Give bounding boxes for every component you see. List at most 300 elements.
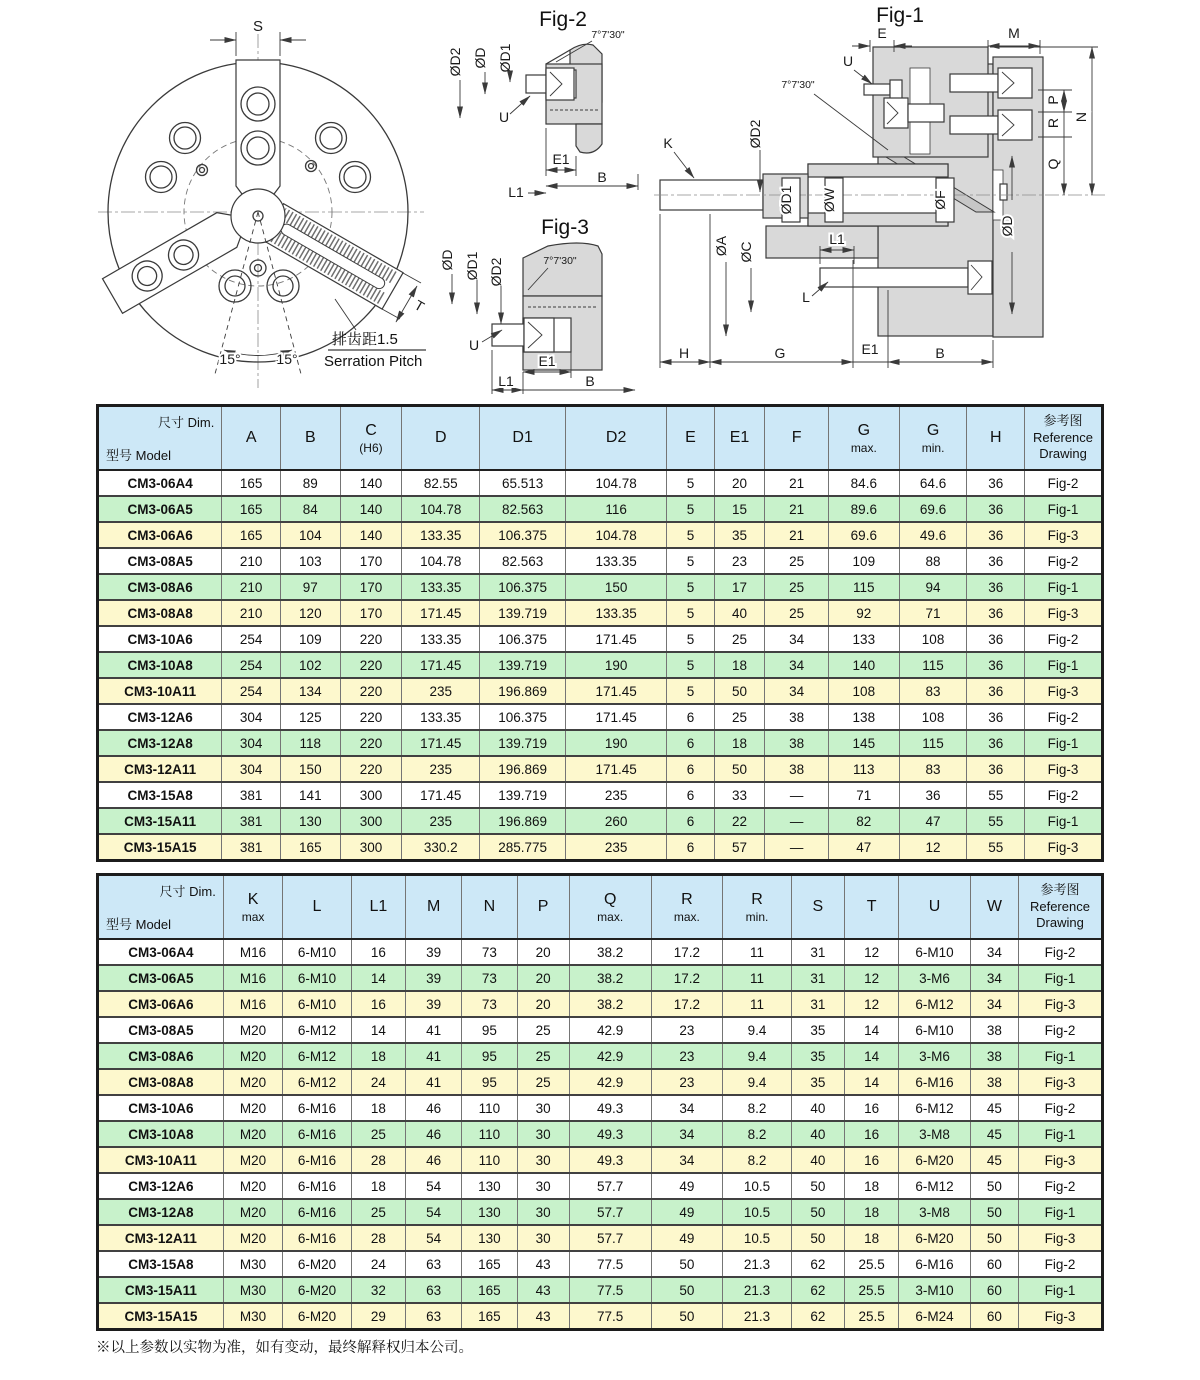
value-cell: 6-M12 — [283, 1069, 352, 1095]
value-cell: 42.9 — [569, 1017, 651, 1043]
value-cell: 36 — [967, 600, 1025, 626]
column-header: D — [402, 406, 480, 471]
value-cell: 31 — [791, 939, 844, 965]
value-cell: 12 — [899, 834, 967, 861]
value-cell: 95 — [462, 1069, 517, 1095]
table-row — [98, 1303, 1103, 1330]
value-cell: 138 — [828, 704, 899, 730]
value-cell: 38 — [970, 1043, 1018, 1069]
value-cell: 17 — [714, 574, 765, 600]
value-cell: 32 — [351, 1277, 405, 1303]
value-cell: — — [765, 782, 829, 808]
value-cell: 36 — [967, 756, 1025, 782]
table-row — [98, 600, 1103, 626]
value-cell: 36 — [967, 496, 1025, 522]
value-cell: 36 — [967, 522, 1025, 548]
value-cell: 50 — [651, 1277, 723, 1303]
value-cell: 57.7 — [569, 1173, 651, 1199]
value-cell: 30 — [517, 1225, 569, 1251]
value-cell: 57.7 — [569, 1225, 651, 1251]
value-cell: 3-M8 — [899, 1121, 971, 1147]
value-cell: 25 — [351, 1199, 405, 1225]
value-cell: 6-M20 — [899, 1147, 971, 1173]
value-cell: 14 — [351, 1017, 405, 1043]
value-cell: 120 — [281, 600, 341, 626]
value-cell: 8.2 — [723, 1121, 792, 1147]
value-cell: M30 — [223, 1303, 282, 1330]
value-cell: 45 — [970, 1121, 1018, 1147]
corner-dim-label: 尺寸 Dim. — [158, 415, 215, 430]
value-cell: 21 — [765, 496, 829, 522]
value-cell: 46 — [406, 1095, 462, 1121]
value-cell: 18 — [714, 652, 765, 678]
value-cell: 9.4 — [723, 1017, 792, 1043]
value-cell: 24 — [351, 1069, 405, 1095]
value-cell: 63 — [406, 1251, 462, 1277]
value-cell: 133.35 — [402, 704, 480, 730]
value-cell: 18 — [351, 1173, 405, 1199]
value-cell: 95 — [462, 1017, 517, 1043]
model-cell: CM3-12A11 — [98, 756, 222, 782]
fig3-label-l1: L1 — [498, 373, 514, 389]
value-cell: 254 — [222, 678, 281, 704]
model-cell: CM3-06A4 — [98, 470, 222, 496]
fig1-label-u: U — [842, 53, 854, 69]
value-cell: 57 — [714, 834, 765, 861]
value-cell: 5 — [667, 678, 715, 704]
column-header: L1 — [351, 875, 405, 940]
value-cell: 92 — [828, 600, 899, 626]
value-cell: Fig-2 — [1018, 1173, 1102, 1199]
value-cell: Fig-3 — [1025, 522, 1103, 548]
value-cell: 330.2 — [402, 834, 480, 861]
value-cell: 30 — [517, 1095, 569, 1121]
value-cell: 21 — [765, 470, 829, 496]
value-cell: 21.3 — [723, 1277, 792, 1303]
model-cell: CM3-08A6 — [98, 574, 222, 600]
model-cell: CM3-12A8 — [98, 730, 222, 756]
value-cell: 49 — [651, 1225, 723, 1251]
value-cell: 104.78 — [402, 496, 480, 522]
model-cell: CM3-08A8 — [98, 600, 222, 626]
value-cell: 170 — [340, 574, 402, 600]
value-cell: 102 — [281, 652, 341, 678]
value-cell: 60 — [970, 1251, 1018, 1277]
model-cell: CM3-15A15 — [98, 834, 222, 861]
serration-pitch-label — [324, 296, 428, 370]
value-cell: 29 — [351, 1303, 405, 1330]
value-cell: 113 — [828, 756, 899, 782]
value-cell: 21 — [765, 522, 829, 548]
value-cell: Fig-1 — [1025, 574, 1103, 600]
value-cell: 54 — [406, 1199, 462, 1225]
corner-header — [98, 406, 222, 471]
value-cell: 6-M12 — [283, 1043, 352, 1069]
value-cell: 25 — [765, 600, 829, 626]
value-cell: 165 — [222, 496, 281, 522]
value-cell: 130 — [462, 1199, 517, 1225]
table-row — [98, 1017, 1103, 1043]
value-cell: 25.5 — [844, 1251, 898, 1277]
value-cell: M20 — [223, 1095, 282, 1121]
value-cell: 71 — [828, 782, 899, 808]
value-cell: 220 — [340, 626, 402, 652]
value-cell: 130 — [281, 808, 341, 834]
value-cell: 3-M6 — [899, 965, 971, 991]
model-cell: CM3-15A11 — [98, 1277, 224, 1303]
value-cell: 38 — [970, 1069, 1018, 1095]
value-cell: 254 — [222, 652, 281, 678]
value-cell: 10.5 — [723, 1199, 792, 1225]
model-cell: CM3-12A6 — [98, 704, 222, 730]
fig2-label-e1: E1 — [552, 151, 570, 167]
column-header: F — [765, 406, 829, 471]
value-cell: 210 — [222, 600, 281, 626]
model-cell: CM3-15A11 — [98, 808, 222, 834]
value-cell: 25 — [714, 626, 765, 652]
value-cell: 14 — [351, 965, 405, 991]
value-cell: 25 — [765, 574, 829, 600]
value-cell: 50 — [791, 1225, 844, 1251]
value-cell: 140 — [828, 652, 899, 678]
table-row — [98, 678, 1103, 704]
column-header: M — [406, 875, 462, 940]
value-cell: 108 — [899, 626, 967, 652]
table-row — [98, 704, 1103, 730]
value-cell: 11 — [723, 991, 792, 1017]
value-cell: 21.3 — [723, 1303, 792, 1330]
fig2-label-d: ØD — [472, 47, 488, 69]
value-cell: 36 — [899, 782, 967, 808]
value-cell: 16 — [844, 1121, 898, 1147]
value-cell: 139.719 — [480, 782, 566, 808]
value-cell: Fig-2 — [1025, 470, 1103, 496]
value-cell: 6 — [667, 730, 715, 756]
value-cell: 24 — [351, 1251, 405, 1277]
value-cell: 6-M16 — [899, 1069, 971, 1095]
value-cell: 40 — [791, 1147, 844, 1173]
value-cell: Fig-3 — [1025, 834, 1103, 861]
value-cell: 17.2 — [651, 939, 723, 965]
value-cell: M30 — [223, 1251, 282, 1277]
value-cell: M20 — [223, 1173, 282, 1199]
value-cell: 97 — [281, 574, 341, 600]
value-cell: 60 — [970, 1277, 1018, 1303]
fig2-label-l1: L1 — [508, 184, 524, 200]
value-cell: 6-M16 — [283, 1225, 352, 1251]
column-header: Q max. — [569, 875, 651, 940]
corner-header — [98, 875, 224, 940]
column-header: U — [899, 875, 971, 940]
value-cell: 115 — [899, 652, 967, 678]
value-cell: 5 — [667, 600, 715, 626]
value-cell: 104.78 — [566, 470, 667, 496]
value-cell: 110 — [462, 1147, 517, 1173]
value-cell: Fig-3 — [1018, 991, 1102, 1017]
value-cell: 12 — [844, 939, 898, 965]
value-cell: Fig-1 — [1025, 730, 1103, 756]
value-cell: 47 — [828, 834, 899, 861]
value-cell: 88 — [899, 548, 967, 574]
table-row — [98, 1069, 1103, 1095]
value-cell: 40 — [791, 1121, 844, 1147]
value-cell: 6-M10 — [899, 1017, 971, 1043]
value-cell: 14 — [844, 1017, 898, 1043]
value-cell: 30 — [517, 1121, 569, 1147]
value-cell: 60 — [970, 1303, 1018, 1330]
chuck-front-view-drawing — [90, 4, 430, 394]
value-cell: 25 — [765, 548, 829, 574]
model-cell: CM3-08A5 — [98, 1017, 224, 1043]
value-cell: Fig-2 — [1025, 548, 1103, 574]
value-cell: 77.5 — [569, 1277, 651, 1303]
column-header: K max — [223, 875, 282, 940]
front-label-t: T — [411, 296, 428, 315]
column-header: P — [517, 875, 569, 940]
value-cell: 133.35 — [566, 600, 667, 626]
value-cell: Fig-3 — [1025, 600, 1103, 626]
value-cell: 165 — [462, 1251, 517, 1277]
fig3-label-angle: 7°7'30" — [543, 255, 577, 267]
value-cell: 41 — [406, 1069, 462, 1095]
model-cell: CM3-08A8 — [98, 1069, 224, 1095]
value-cell: 140 — [340, 522, 402, 548]
value-cell: 116 — [566, 496, 667, 522]
value-cell: 171.45 — [402, 652, 480, 678]
value-cell: 6-M16 — [283, 1199, 352, 1225]
column-header: B — [281, 406, 341, 471]
value-cell: 12 — [844, 965, 898, 991]
value-cell: 109 — [828, 548, 899, 574]
value-cell: Fig-3 — [1018, 1225, 1102, 1251]
value-cell: 49 — [651, 1199, 723, 1225]
value-cell: 69.6 — [899, 496, 967, 522]
value-cell: 5 — [667, 652, 715, 678]
value-cell: 6-M16 — [283, 1147, 352, 1173]
value-cell: 16 — [351, 991, 405, 1017]
value-cell: 170 — [340, 600, 402, 626]
value-cell: 45 — [970, 1095, 1018, 1121]
value-cell: 381 — [222, 834, 281, 861]
value-cell: 18 — [714, 730, 765, 756]
table-row — [98, 782, 1103, 808]
value-cell: Fig-2 — [1025, 782, 1103, 808]
value-cell: 6-M12 — [899, 1173, 971, 1199]
value-cell: 25.5 — [844, 1277, 898, 1303]
value-cell: 50 — [791, 1199, 844, 1225]
fig1-label-c: ØC — [738, 241, 754, 263]
fig1-label-d2: ØD2 — [747, 119, 763, 149]
model-cell: CM3-08A6 — [98, 1043, 224, 1069]
value-cell: 150 — [566, 574, 667, 600]
value-cell: 73 — [462, 939, 517, 965]
value-cell: 196.869 — [480, 678, 566, 704]
value-cell: 171.45 — [566, 704, 667, 730]
value-cell: 6-M10 — [283, 939, 352, 965]
value-cell: 10.5 — [723, 1225, 792, 1251]
fig1-label-d: ØD — [999, 215, 1015, 237]
fig3-title: Fig-3 — [541, 216, 589, 239]
value-cell: 6-M16 — [283, 1095, 352, 1121]
value-cell: 139.719 — [480, 652, 566, 678]
dimensions-table-1 — [96, 404, 1104, 862]
column-header: D1 — [480, 406, 566, 471]
table-row — [98, 652, 1103, 678]
value-cell: 115 — [899, 730, 967, 756]
model-cell: CM3-12A8 — [98, 1199, 224, 1225]
table-row — [98, 522, 1103, 548]
value-cell: 38.2 — [569, 991, 651, 1017]
value-cell: 50 — [714, 756, 765, 782]
value-cell: 43 — [517, 1303, 569, 1330]
model-cell: CM3-08A5 — [98, 548, 222, 574]
value-cell: 5 — [667, 548, 715, 574]
value-cell: — — [765, 808, 829, 834]
value-cell: 104.78 — [566, 522, 667, 548]
value-cell: Fig-1 — [1025, 652, 1103, 678]
value-cell: 150 — [281, 756, 341, 782]
column-header: A — [222, 406, 281, 471]
value-cell: 69.6 — [828, 522, 899, 548]
value-cell: Fig-1 — [1025, 496, 1103, 522]
value-cell: 210 — [222, 574, 281, 600]
value-cell: Fig-2 — [1018, 1251, 1102, 1277]
dimensions-table-2 — [96, 873, 1104, 1331]
value-cell: 39 — [406, 939, 462, 965]
column-header: R max. — [651, 875, 723, 940]
value-cell: 6-M20 — [283, 1251, 352, 1277]
fig1-label-q: Q — [1045, 158, 1061, 170]
value-cell: M20 — [223, 1017, 282, 1043]
value-cell: 50 — [970, 1173, 1018, 1199]
value-cell: 18 — [844, 1173, 898, 1199]
fig1-body — [660, 47, 1043, 337]
value-cell: 196.869 — [480, 756, 566, 782]
value-cell: 6 — [667, 756, 715, 782]
value-cell: 6-M10 — [283, 965, 352, 991]
value-cell: 35 — [714, 522, 765, 548]
value-cell: 55 — [967, 834, 1025, 861]
value-cell: Fig-1 — [1018, 1277, 1102, 1303]
value-cell: 165 — [462, 1303, 517, 1330]
table-row — [98, 939, 1103, 965]
fig3-label-u: U — [468, 337, 480, 353]
value-cell: M20 — [223, 1225, 282, 1251]
table-row — [98, 1277, 1103, 1303]
fig1-label-l1: L1 — [829, 231, 845, 247]
value-cell: 5 — [667, 496, 715, 522]
value-cell: 40 — [714, 600, 765, 626]
value-cell: 170 — [340, 548, 402, 574]
value-cell: 171.45 — [566, 756, 667, 782]
value-cell: 21.3 — [723, 1251, 792, 1277]
value-cell: 50 — [714, 678, 765, 704]
value-cell: 106.375 — [480, 626, 566, 652]
value-cell: 23 — [651, 1017, 723, 1043]
value-cell: 46 — [406, 1121, 462, 1147]
value-cell: 6-M16 — [283, 1173, 352, 1199]
value-cell: 165 — [222, 470, 281, 496]
value-cell: 6-M20 — [899, 1225, 971, 1251]
value-cell: 18 — [844, 1199, 898, 1225]
fig1-label-w: ØW — [821, 187, 837, 213]
value-cell: 254 — [222, 626, 281, 652]
value-cell: 6-M10 — [899, 939, 971, 965]
value-cell: 133.35 — [402, 626, 480, 652]
value-cell: 18 — [351, 1043, 405, 1069]
value-cell: 16 — [844, 1095, 898, 1121]
value-cell: 381 — [222, 782, 281, 808]
table-row — [98, 626, 1103, 652]
table-row — [98, 574, 1103, 600]
model-cell: CM3-06A4 — [98, 939, 224, 965]
value-cell: 133.35 — [402, 522, 480, 548]
value-cell: 106.375 — [480, 522, 566, 548]
front-label-angle-right: 15° — [276, 351, 298, 367]
value-cell: 6-M16 — [283, 1121, 352, 1147]
value-cell: Fig-2 — [1018, 939, 1102, 965]
value-cell: M20 — [223, 1069, 282, 1095]
value-cell: 82.563 — [480, 496, 566, 522]
value-cell: 9.4 — [723, 1069, 792, 1095]
value-cell: 36 — [967, 470, 1025, 496]
fig3-label-e1: E1 — [538, 353, 556, 369]
fig2-label-angle: 7°7'30" — [591, 29, 625, 41]
value-cell: 14 — [844, 1069, 898, 1095]
value-cell: 16 — [844, 1147, 898, 1173]
fig1-label-m: M — [1008, 25, 1020, 41]
fig3-label-b: B — [585, 373, 595, 389]
fig1-label-angle: 7°7'30" — [781, 79, 815, 91]
value-cell: 42.9 — [569, 1043, 651, 1069]
table-row — [98, 1043, 1103, 1069]
value-cell: 17.2 — [651, 965, 723, 991]
value-cell: 39 — [406, 965, 462, 991]
model-cell: CM3-10A6 — [98, 1095, 224, 1121]
model-cell: CM3-06A5 — [98, 965, 224, 991]
table-row — [98, 470, 1103, 496]
value-cell: 6 — [667, 704, 715, 730]
value-cell: 34 — [651, 1147, 723, 1173]
fig1-label-a: ØA — [713, 235, 729, 257]
value-cell: 106.375 — [480, 574, 566, 600]
value-cell: 50 — [970, 1225, 1018, 1251]
value-cell: 36 — [967, 548, 1025, 574]
value-cell: 49.3 — [569, 1095, 651, 1121]
value-cell: 84 — [281, 496, 341, 522]
value-cell: 6-M20 — [283, 1303, 352, 1330]
table-row — [98, 1121, 1103, 1147]
value-cell: 25 — [517, 1069, 569, 1095]
value-cell: 171.45 — [402, 782, 480, 808]
value-cell: 64.6 — [899, 470, 967, 496]
value-cell: 210 — [222, 548, 281, 574]
value-cell: 20 — [517, 965, 569, 991]
value-cell: 165 — [281, 834, 341, 861]
value-cell: 38.2 — [569, 939, 651, 965]
value-cell: — — [765, 834, 829, 861]
value-cell: 49.6 — [899, 522, 967, 548]
value-cell: 23 — [714, 548, 765, 574]
value-cell: 300 — [340, 834, 402, 861]
value-cell: 35 — [791, 1017, 844, 1043]
fig1-label-l: L — [802, 289, 810, 305]
value-cell: 118 — [281, 730, 341, 756]
table-row — [98, 496, 1103, 522]
table-row — [98, 1147, 1103, 1173]
value-cell: 38 — [765, 704, 829, 730]
value-cell: 62 — [791, 1303, 844, 1330]
